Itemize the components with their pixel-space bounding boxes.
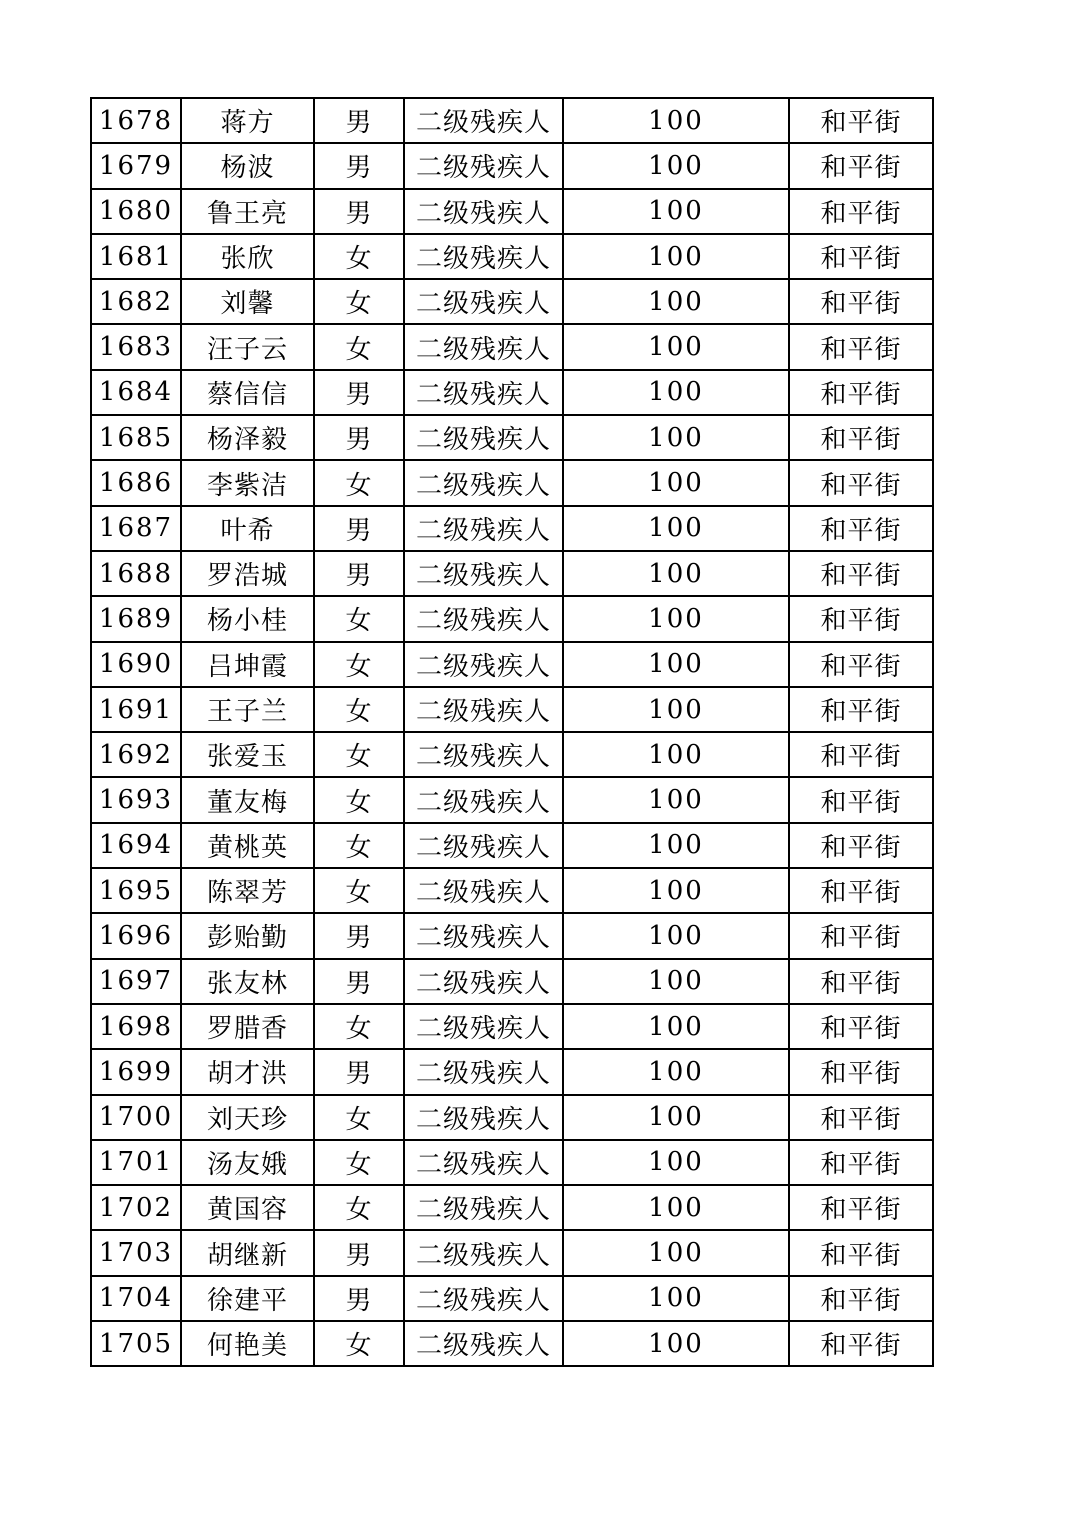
cell-street: 和平街 [789, 234, 933, 279]
cell-disability-level: 二级残疾人 [404, 1276, 563, 1321]
table-row [91, 868, 933, 913]
table-row [91, 777, 933, 822]
cell-name: 杨波 [181, 143, 314, 188]
cell-name: 罗浩城 [181, 551, 314, 596]
cell-name: 王子兰 [181, 687, 314, 732]
roster-table-body [91, 98, 933, 1366]
cell-serial-number: 1695 [91, 868, 181, 913]
cell-street: 和平街 [789, 460, 933, 505]
cell-amount: 100 [563, 868, 789, 913]
cell-serial-number: 1704 [91, 1276, 181, 1321]
cell-name: 刘天珍 [181, 1095, 314, 1140]
cell-serial-number: 1701 [91, 1140, 181, 1185]
cell-street: 和平街 [789, 98, 933, 143]
table-row [91, 551, 933, 596]
table-row [91, 1185, 933, 1230]
cell-name: 蔡信信 [181, 370, 314, 415]
cell-gender: 女 [314, 460, 404, 505]
cell-amount: 100 [563, 460, 789, 505]
cell-name: 黄国容 [181, 1185, 314, 1230]
cell-gender: 女 [314, 868, 404, 913]
cell-gender: 男 [314, 143, 404, 188]
cell-name: 鲁王亮 [181, 189, 314, 234]
table-row [91, 506, 933, 551]
cell-amount: 100 [563, 1321, 789, 1366]
table-row [91, 732, 933, 777]
cell-amount: 100 [563, 823, 789, 868]
cell-name: 彭贻勤 [181, 913, 314, 958]
cell-street: 和平街 [789, 1049, 933, 1094]
cell-name: 杨小桂 [181, 596, 314, 641]
cell-name: 张爱玉 [181, 732, 314, 777]
cell-disability-level: 二级残疾人 [404, 1321, 563, 1366]
cell-serial-number: 1679 [91, 143, 181, 188]
cell-disability-level: 二级残疾人 [404, 1185, 563, 1230]
cell-amount: 100 [563, 687, 789, 732]
table-row [91, 143, 933, 188]
cell-gender: 男 [314, 551, 404, 596]
cell-disability-level: 二级残疾人 [404, 234, 563, 279]
cell-serial-number: 1697 [91, 959, 181, 1004]
cell-name: 胡才洪 [181, 1049, 314, 1094]
cell-name: 汪子云 [181, 324, 314, 369]
cell-amount: 100 [563, 551, 789, 596]
table-row [91, 189, 933, 234]
cell-gender: 男 [314, 1276, 404, 1321]
cell-gender: 女 [314, 234, 404, 279]
cell-disability-level: 二级残疾人 [404, 1049, 563, 1094]
cell-gender: 女 [314, 1140, 404, 1185]
cell-disability-level: 二级残疾人 [404, 1004, 563, 1049]
table-row [91, 370, 933, 415]
cell-street: 和平街 [789, 551, 933, 596]
cell-disability-level: 二级残疾人 [404, 370, 563, 415]
cell-gender: 女 [314, 777, 404, 822]
cell-serial-number: 1684 [91, 370, 181, 415]
cell-street: 和平街 [789, 189, 933, 234]
cell-serial-number: 1686 [91, 460, 181, 505]
table-row [91, 687, 933, 732]
cell-serial-number: 1681 [91, 234, 181, 279]
table-row [91, 1004, 933, 1049]
cell-amount: 100 [563, 913, 789, 958]
cell-name: 刘馨 [181, 279, 314, 324]
cell-serial-number: 1685 [91, 415, 181, 460]
cell-amount: 100 [563, 415, 789, 460]
cell-amount: 100 [563, 279, 789, 324]
table-row [91, 1049, 933, 1094]
cell-disability-level: 二级残疾人 [404, 959, 563, 1004]
cell-street: 和平街 [789, 777, 933, 822]
cell-amount: 100 [563, 1230, 789, 1275]
cell-serial-number: 1680 [91, 189, 181, 234]
table-row [91, 642, 933, 687]
table-row [91, 1230, 933, 1275]
cell-gender: 女 [314, 1095, 404, 1140]
cell-gender: 男 [314, 415, 404, 460]
cell-disability-level: 二级残疾人 [404, 1230, 563, 1275]
table-row [91, 1140, 933, 1185]
cell-amount: 100 [563, 1140, 789, 1185]
cell-amount: 100 [563, 234, 789, 279]
cell-street: 和平街 [789, 1276, 933, 1321]
cell-name: 董友梅 [181, 777, 314, 822]
cell-name: 黄桃英 [181, 823, 314, 868]
cell-disability-level: 二级残疾人 [404, 913, 563, 958]
cell-name: 杨泽毅 [181, 415, 314, 460]
cell-amount: 100 [563, 98, 789, 143]
cell-serial-number: 1698 [91, 1004, 181, 1049]
cell-street: 和平街 [789, 596, 933, 641]
cell-disability-level: 二级残疾人 [404, 868, 563, 913]
cell-disability-level: 二级残疾人 [404, 324, 563, 369]
table-row [91, 959, 933, 1004]
cell-gender: 男 [314, 959, 404, 1004]
cell-gender: 男 [314, 98, 404, 143]
cell-amount: 100 [563, 777, 789, 822]
cell-disability-level: 二级残疾人 [404, 596, 563, 641]
cell-gender: 男 [314, 370, 404, 415]
cell-gender: 女 [314, 642, 404, 687]
table-row [91, 279, 933, 324]
cell-gender: 男 [314, 1049, 404, 1094]
cell-amount: 100 [563, 370, 789, 415]
table-row [91, 596, 933, 641]
cell-disability-level: 二级残疾人 [404, 460, 563, 505]
table-row [91, 1321, 933, 1366]
cell-serial-number: 1699 [91, 1049, 181, 1094]
cell-name: 吕坤霞 [181, 642, 314, 687]
cell-disability-level: 二级残疾人 [404, 551, 563, 596]
table-row [91, 913, 933, 958]
table-row [91, 460, 933, 505]
cell-street: 和平街 [789, 415, 933, 460]
cell-amount: 100 [563, 1049, 789, 1094]
cell-gender: 女 [314, 324, 404, 369]
cell-gender: 男 [314, 913, 404, 958]
cell-gender: 男 [314, 1230, 404, 1275]
cell-disability-level: 二级残疾人 [404, 189, 563, 234]
cell-serial-number: 1702 [91, 1185, 181, 1230]
cell-street: 和平街 [789, 823, 933, 868]
cell-amount: 100 [563, 1095, 789, 1140]
cell-street: 和平街 [789, 1321, 933, 1366]
cell-gender: 女 [314, 687, 404, 732]
cell-gender: 男 [314, 506, 404, 551]
cell-gender: 女 [314, 1321, 404, 1366]
cell-disability-level: 二级残疾人 [404, 98, 563, 143]
cell-gender: 女 [314, 732, 404, 777]
cell-street: 和平街 [789, 687, 933, 732]
cell-street: 和平街 [789, 1140, 933, 1185]
cell-street: 和平街 [789, 143, 933, 188]
cell-street: 和平街 [789, 868, 933, 913]
roster-table [90, 97, 934, 1367]
cell-disability-level: 二级残疾人 [404, 823, 563, 868]
cell-name: 何艳美 [181, 1321, 314, 1366]
table-row [91, 324, 933, 369]
cell-serial-number: 1687 [91, 506, 181, 551]
cell-serial-number: 1691 [91, 687, 181, 732]
cell-gender: 女 [314, 596, 404, 641]
cell-serial-number: 1692 [91, 732, 181, 777]
cell-amount: 100 [563, 189, 789, 234]
cell-disability-level: 二级残疾人 [404, 143, 563, 188]
cell-serial-number: 1696 [91, 913, 181, 958]
cell-serial-number: 1693 [91, 777, 181, 822]
cell-street: 和平街 [789, 1095, 933, 1140]
table-row [91, 1095, 933, 1140]
cell-serial-number: 1683 [91, 324, 181, 369]
cell-gender: 女 [314, 823, 404, 868]
cell-street: 和平街 [789, 642, 933, 687]
cell-amount: 100 [563, 959, 789, 1004]
cell-street: 和平街 [789, 506, 933, 551]
cell-serial-number: 1689 [91, 596, 181, 641]
cell-name: 李紫洁 [181, 460, 314, 505]
cell-street: 和平街 [789, 324, 933, 369]
cell-gender: 女 [314, 1004, 404, 1049]
cell-disability-level: 二级残疾人 [404, 1095, 563, 1140]
cell-name: 张欣 [181, 234, 314, 279]
table-row [91, 98, 933, 143]
cell-disability-level: 二级残疾人 [404, 506, 563, 551]
cell-amount: 100 [563, 324, 789, 369]
cell-street: 和平街 [789, 370, 933, 415]
cell-gender: 女 [314, 1185, 404, 1230]
cell-disability-level: 二级残疾人 [404, 415, 563, 460]
cell-name: 汤友娥 [181, 1140, 314, 1185]
cell-disability-level: 二级残疾人 [404, 777, 563, 822]
cell-street: 和平街 [789, 959, 933, 1004]
cell-disability-level: 二级残疾人 [404, 687, 563, 732]
cell-name: 陈翠芳 [181, 868, 314, 913]
cell-serial-number: 1690 [91, 642, 181, 687]
table-row [91, 234, 933, 279]
cell-serial-number: 1705 [91, 1321, 181, 1366]
table-row [91, 823, 933, 868]
cell-disability-level: 二级残疾人 [404, 732, 563, 777]
cell-name: 叶希 [181, 506, 314, 551]
table-row [91, 415, 933, 460]
cell-disability-level: 二级残疾人 [404, 279, 563, 324]
cell-street: 和平街 [789, 1185, 933, 1230]
cell-serial-number: 1688 [91, 551, 181, 596]
cell-amount: 100 [563, 642, 789, 687]
cell-name: 张友林 [181, 959, 314, 1004]
cell-amount: 100 [563, 1185, 789, 1230]
cell-gender: 男 [314, 189, 404, 234]
table-row [91, 1276, 933, 1321]
cell-street: 和平街 [789, 279, 933, 324]
cell-street: 和平街 [789, 1004, 933, 1049]
cell-street: 和平街 [789, 732, 933, 777]
cell-street: 和平街 [789, 913, 933, 958]
cell-street: 和平街 [789, 1230, 933, 1275]
cell-name: 徐建平 [181, 1276, 314, 1321]
cell-serial-number: 1703 [91, 1230, 181, 1275]
cell-amount: 100 [563, 506, 789, 551]
cell-serial-number: 1678 [91, 98, 181, 143]
cell-disability-level: 二级残疾人 [404, 1140, 563, 1185]
cell-gender: 女 [314, 279, 404, 324]
cell-disability-level: 二级残疾人 [404, 642, 563, 687]
cell-amount: 100 [563, 596, 789, 641]
cell-serial-number: 1694 [91, 823, 181, 868]
cell-serial-number: 1700 [91, 1095, 181, 1140]
cell-name: 罗腊香 [181, 1004, 314, 1049]
cell-amount: 100 [563, 143, 789, 188]
cell-name: 蒋方 [181, 98, 314, 143]
cell-name: 胡继新 [181, 1230, 314, 1275]
cell-amount: 100 [563, 1004, 789, 1049]
cell-serial-number: 1682 [91, 279, 181, 324]
cell-amount: 100 [563, 732, 789, 777]
cell-amount: 100 [563, 1276, 789, 1321]
